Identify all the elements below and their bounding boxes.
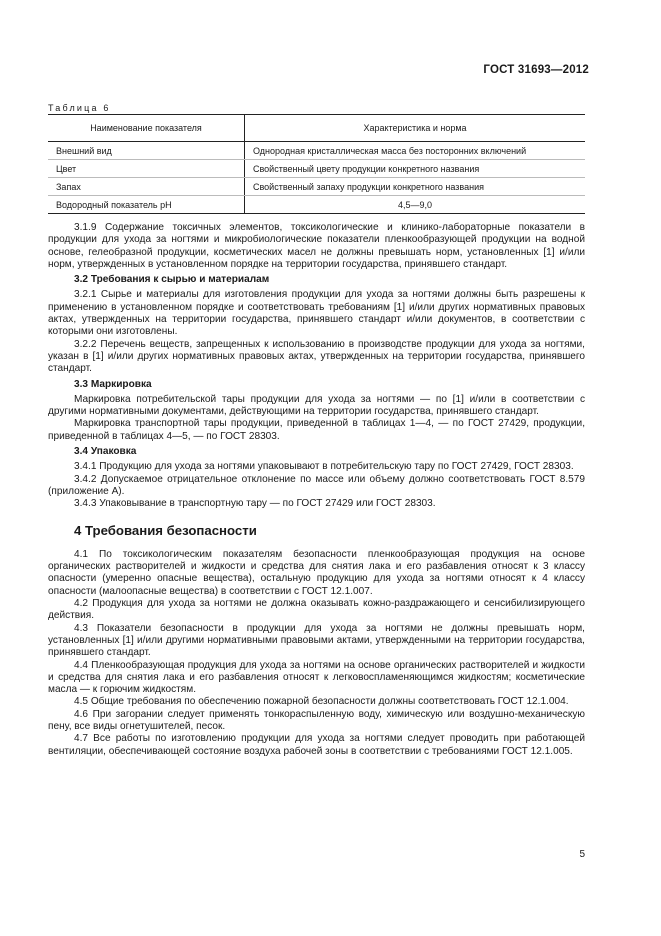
section-heading-3-2: 3.2 Требования к сырью и материалам: [74, 274, 270, 286]
column-header-norm: Характеристика и норма: [245, 115, 586, 142]
paragraph-3-2-2: 3.2.2 Перечень веществ, запрещенных к использованию в производстве продукции для ухода за ногтями, указан в [1] и/или других нормативных правовых актах, утвержденных на территории государства, принявшего стандарт.: [48, 338, 585, 375]
paragraph-3-4-1: 3.4.1 Продукцию для ухода за ногтями упаковывают в потребительскую тару по ГОСТ 27429, ГОСТ 28303.: [74, 461, 574, 473]
table-row: [48, 196, 585, 214]
paragraph-4-5: 4.5 Общие требования по обеспечению пожарной безопасности должны соответствовать ГОСТ 12.1.004.: [74, 696, 569, 708]
paragraph-3-1-9: 3.1.9 Содержание токсичных элементов, токсикологические и клинико-лабораторные показатели в продукции для ухода за ногтями и микробиологические показатели пленкообразующей продукции на водной основе, гелеобразной продукции, косметических масел не должны превышать норм, установленных [1] и/или норм, утвержденных в установленном порядке на территории государства, принявшего стандарт.: [48, 222, 585, 270]
paragraph-3-3-transport: Маркировка транспортной тары продукции, приведенной в таблицах 1—4, — по ГОСТ 27429, продукции, приведенной в таблицах 4—5, — по ГОСТ 28303.: [48, 418, 585, 442]
table-cell: Запах: [48, 178, 245, 196]
standard-number: ГОСТ 31693—2012: [483, 64, 589, 76]
section-heading-3-3: 3.3 Маркировка: [74, 378, 152, 390]
table-caption: Таблица 6: [48, 103, 111, 113]
table-cell: Водородный показатель pH: [48, 196, 245, 214]
paragraph-3-3-consumer: Маркировка потребительской тары продукции для ухода за ногтями — по [1] и/или в соответствии с другими нормативными документами, действующими на территории государства, принявшего стандарт.: [48, 393, 585, 418]
paragraph-4-7: 4.7 Все работы по изготовлению продукции для ухода за ногтями следует проводить при работающей вентиляции, обеспечивающей состояние воздуха рабочей зоны в соответствии с требованиями ГОСТ 12.1.005.: [48, 733, 585, 757]
paragraph-3-4-2: 3.4.2 Допускаемое отрицательное отклонение по массе или объему должно соответствовать ГОСТ 8.579 (приложение А).: [48, 473, 585, 497]
paragraph-4-6: 4.6 При загорании следует применять тонкораспыленную воду, химическую или воздушно-механическую пену, все виды огнетушителей, песок.: [48, 708, 585, 732]
paragraph-4-3: 4.3 Показатели безопасности в продукции для ухода за ногтями не должны превышать норм, установленных [1] и/или другими нормативными правовыми актами, утвержденными на территории государства, принявшего стандарт.: [48, 622, 585, 659]
section-heading-4: 4 Требования безопасности: [74, 522, 257, 538]
table-cell: Свойственный цвету продукции конкретного названия: [245, 160, 586, 178]
section-heading-3-4: 3.4 Упаковка: [74, 446, 137, 458]
table-cell: 4,5—9,0: [245, 196, 586, 214]
paragraph-3-2-1: 3.2.1 Сырье и материалы для изготовления продукции для ухода за ногтями должны быть разрешены к применению в установленном порядке и соответствовать требованиям [1] и/или других нормативных правовых актах, утвержденных на территории государства, принявшего стандарт и/или документов, в соответствии с которыми они изготовлены.: [48, 289, 585, 338]
paragraph-4-4: 4.4 Пленкообразующая продукция для ухода за ногтями на основе органических растворителей и жидкости и средства для снятия лака и его разбавления относят к легковоспламеняющимся жидкостям; косметические масла — к горючим жидкостям.: [48, 659, 585, 696]
paragraph-4-1: 4.1 По токсикологическим показателям безопасности пленкообразующая продукция на основе органических растворителей и жидкости и средства для снятия лака и его разбавления относят к 3 классу опасности (умеренно опасные вещества), остальную продукцию для ухода за ногтями относят к 4 классу опасности (малоопасные вещества) в соответствии с ГОСТ 12.1.007.: [48, 548, 585, 597]
document-body: [48, 222, 585, 758]
table-6: [48, 114, 585, 214]
paragraph-3-4-3: 3.4.3 Упаковывание в транспортную тару — по ГОСТ 27429 или ГОСТ 28303.: [74, 498, 436, 510]
table-header-row: [48, 115, 585, 142]
table-cell: Внешний вид: [48, 142, 245, 160]
table-row: [48, 142, 585, 160]
page-number: 5: [579, 849, 585, 860]
table-cell: Однородная кристаллическая масса без посторонних включений: [245, 142, 586, 160]
table-cell: Свойственный запаху продукции конкретного названия: [245, 178, 586, 196]
paragraph-4-2: 4.2 Продукция для ухода за ногтями не должна оказывать кожно-раздражающего и сенсибилизирующего действия.: [48, 598, 585, 622]
table-row: [48, 178, 585, 196]
table-cell: Цвет: [48, 160, 245, 178]
table-row: [48, 160, 585, 178]
column-header-name: Наименование показателя: [48, 115, 245, 142]
